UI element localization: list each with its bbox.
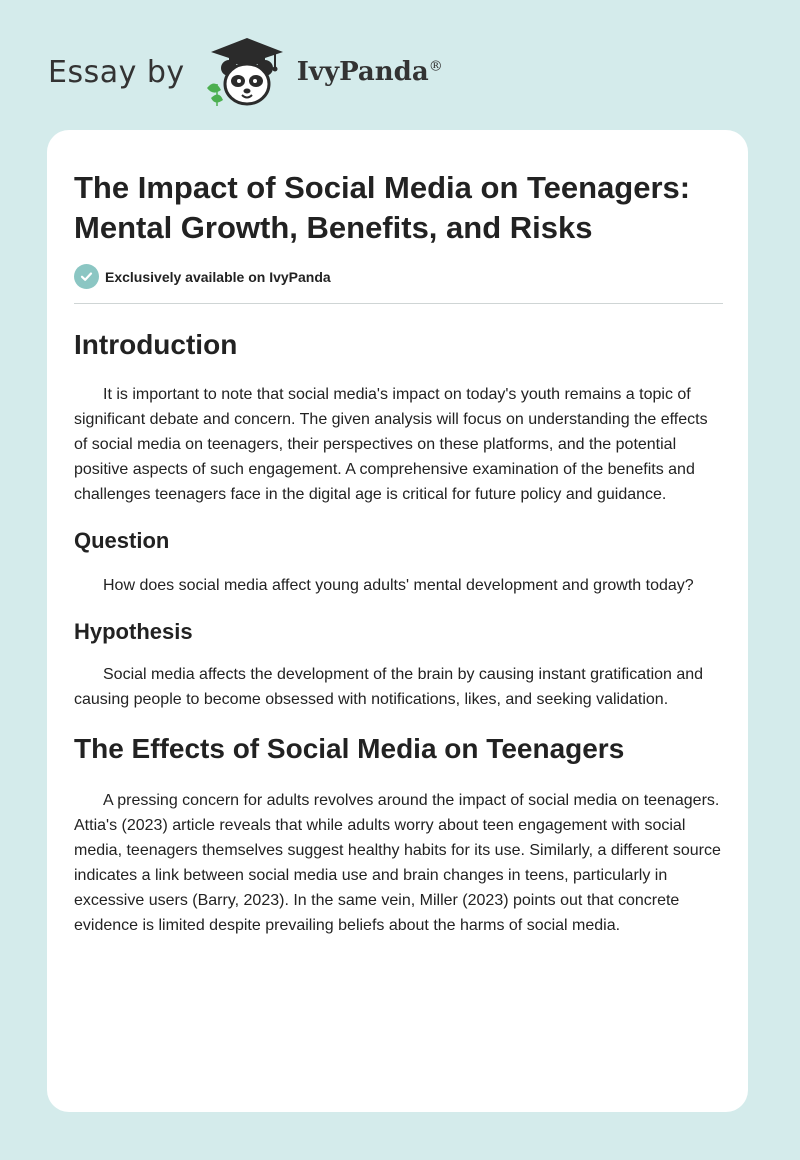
introduction-paragraph: It is important to note that social media's impact on today's youth remains a topic of significant debate and concern. The given analysis will focus on understanding the effects of social media on teenagers, their perspectives on these platforms, and the potential positive aspects of such engagement. A comprehensive examination of the benefits and challenges teenagers face in the digital age is critical for future policy and guidance. — [74, 386, 708, 503]
hypothesis-heading: Hypothesis — [74, 619, 193, 644]
effects-heading: The Effects of Social Media on Teenagers — [74, 733, 625, 764]
exclusive-label: Exclusively available on IvyPanda — [105, 268, 331, 285]
introduction-heading: Introduction — [74, 329, 238, 360]
registered-mark: ® — [428, 58, 443, 75]
exclusive-badge — [74, 264, 721, 289]
brand-prefix: Essay by — [48, 54, 185, 90]
essay-title: The Impact of Social Media on Teenagers: Mental Growth, Benefits, and Risks — [74, 170, 691, 245]
essay-card — [47, 130, 748, 1112]
site-header — [48, 34, 443, 110]
brand-name[interactable]: IvyPanda® — [296, 57, 443, 87]
question-heading: Question — [74, 528, 170, 553]
question-paragraph: How does social media affect young adults' mental development and growth today? — [103, 577, 694, 594]
effects-paragraph: A pressing concern for adults revolves around the impact of social media on teenagers. Attia's (2023) article reveals that while adults worry about teen engagement with social media, teenagers themselves suggest healthy habits for its use. Similarly, a different source indicates a link between social media use and brain changes in teens, particularly in excessive users (Barry, 2023). In the same vein, Miller (2023) points out that concrete evidence is limited despite prevailing beliefs about the harms of social media. — [74, 792, 721, 934]
checkmark-icon — [74, 264, 99, 289]
title-divider — [74, 303, 723, 304]
panda-graduate-icon — [201, 34, 293, 110]
hypothesis-paragraph: Social media affects the development of the brain by causing instant gratification and causing people to become obsessed with notifications, likes, and seeking validation. — [74, 666, 704, 708]
